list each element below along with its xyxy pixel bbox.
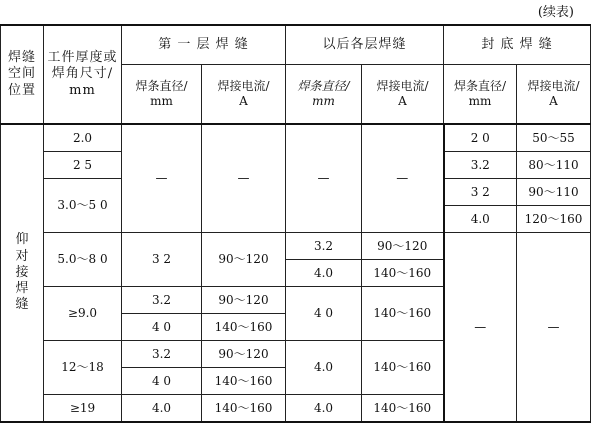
layer1-diameter-cell: 3.2 (122, 341, 202, 368)
layer1-current-cell: 140～160 (202, 395, 286, 423)
seal-diameter-cell: 2 0 (444, 124, 517, 152)
dash-cell: — (122, 124, 202, 233)
later-diameter-cell: 4 0 (286, 287, 362, 341)
layer1-current-cell: 140～160 (202, 368, 286, 395)
continued-note: (续表) (537, 5, 574, 20)
thickness-cell: ≥9.0 (44, 287, 122, 341)
thickness-cell: 2.0 (44, 124, 122, 152)
later-current-cell: 140～160 (362, 287, 444, 341)
header-seal-layer: 封 底 焊 缝 (444, 25, 591, 65)
seal-diameter-cell: 4.0 (444, 206, 517, 233)
layer1-diameter-cell: 4 0 (122, 314, 202, 341)
header-position: 焊缝 空间 位置 (1, 25, 44, 124)
dash-cell: — (286, 124, 362, 233)
header-later-current: 焊接电流/ A (362, 65, 444, 125)
dash-cell: — (517, 233, 591, 423)
header-layer1-current: 焊接电流/ A (202, 65, 286, 125)
dash-cell: — (444, 233, 517, 423)
header-layer1-diameter: 焊条直径/ mm (122, 65, 202, 125)
welding-parameters-table (0, 24, 591, 423)
seal-current-cell: 50～55 (517, 124, 591, 152)
later-diameter-cell: 4.0 (286, 395, 362, 423)
layer1-current-cell: 90～120 (202, 233, 286, 287)
header-seal-diameter: 焊条直径/ mm (444, 65, 517, 125)
thickness-cell: 5.0～8 0 (44, 233, 122, 287)
layer1-current-cell: 90～120 (202, 287, 286, 314)
header-seal-current: 焊接电流/ A (517, 65, 591, 125)
seal-diameter-cell: 3.2 (444, 152, 517, 179)
header-later-diameter: 焊条直径/ mm (286, 65, 362, 125)
layer1-diameter-cell: 4 0 (122, 368, 202, 395)
dash-cell: — (202, 124, 286, 233)
later-diameter-cell: 3.2 (286, 233, 362, 260)
layer1-current-cell: 140～160 (202, 314, 286, 341)
thickness-cell: 3.0～5 0 (44, 179, 122, 233)
seal-current-cell: 80～110 (517, 152, 591, 179)
layer1-diameter-cell: 3 2 (122, 233, 202, 287)
later-current-cell: 140～160 (362, 341, 444, 395)
position-label: 仰 对 接 焊 缝 (1, 124, 44, 422)
layer1-diameter-cell: 4.0 (122, 395, 202, 423)
thickness-cell: 12～18 (44, 341, 122, 395)
thickness-cell: ≥19 (44, 395, 122, 423)
layer1-current-cell: 90～120 (202, 341, 286, 368)
dash-cell: — (362, 124, 444, 233)
seal-current-cell: 120～160 (517, 206, 591, 233)
header-later-layers: 以后各层焊缝 (286, 25, 444, 65)
later-current-cell: 90～120 (362, 233, 444, 260)
header-first-layer: 第 一 层 焊 缝 (122, 25, 286, 65)
later-diameter-cell: 4.0 (286, 341, 362, 395)
later-current-cell: 140～160 (362, 395, 444, 423)
header-thickness: 工件厚度或 焊角尺寸/ mm (44, 25, 122, 124)
layer1-diameter-cell: 3.2 (122, 287, 202, 314)
seal-current-cell: 90～110 (517, 179, 591, 206)
seal-diameter-cell: 3 2 (444, 179, 517, 206)
thickness-cell: 2 5 (44, 152, 122, 179)
later-diameter-cell: 4.0 (286, 260, 362, 287)
later-current-cell: 140～160 (362, 260, 444, 287)
